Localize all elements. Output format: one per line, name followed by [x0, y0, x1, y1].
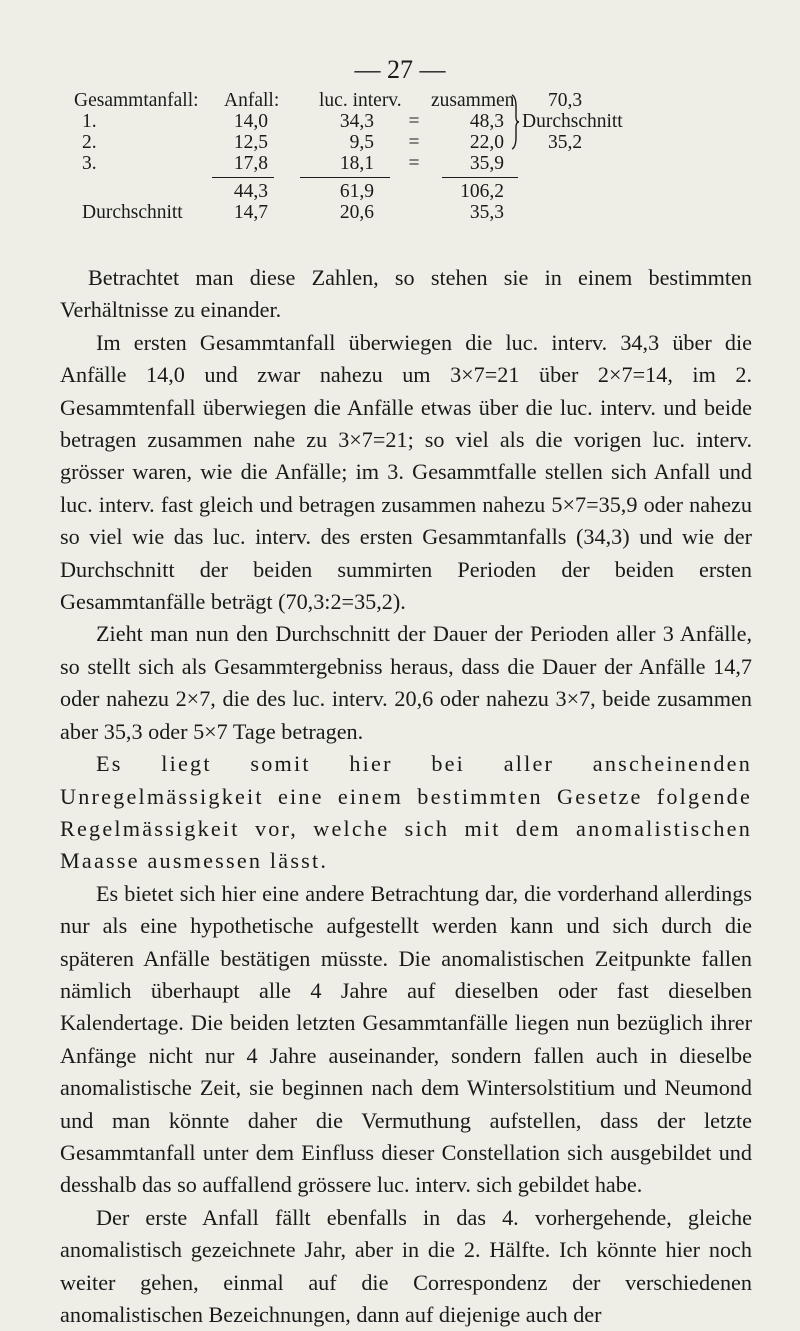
sum-luc: 61,9 — [339, 181, 374, 202]
average-luc: 20,6 — [339, 202, 374, 223]
curly-brace-icon — [511, 93, 519, 151]
header-luc-interv: luc. interv. — [319, 90, 402, 111]
header-zusammen: zusammen — [431, 90, 515, 111]
header-anfall: Anfall: — [224, 90, 280, 111]
average-anfall: 14,7 — [233, 202, 268, 223]
side-note-value1: 70,3 — [548, 90, 583, 111]
row-zusammen: 35,9 — [469, 153, 504, 174]
paragraph: Im ersten Gesammtanfall überwiegen die luc. interv. 34,3 über die Anfälle 14,0 und zwar nahezu um 3×7=21 über 2×7=14, im 2. Gesammtenfall überwiegen die Anfälle etwas über die luc. interv. und beide betragen zusammen nahe zu 3×7=21; so viel als die vorigen luc. interv. grösser waren, wie die Anfälle; im 3. Gesammtfalle stellen sich Anfall und luc. interv. fast gleich und betragen zusammen nahezu 5×7=35,9 oder nahezu so viel wie das luc. interv. des ersten Gesammtanfalls (34,3) und wie der Durchschnitt der beiden summirten Perioden der beiden ersten Gesammtanfälle beträgt (70,3:2=35,2). — [60, 329, 752, 615]
row-label: 3. — [82, 153, 97, 174]
row-equals: = — [408, 132, 420, 153]
row-label: 1. — [82, 111, 97, 132]
rule-zusammen — [442, 177, 518, 178]
sum-anfall: 44,3 — [233, 181, 268, 202]
row-equals: = — [408, 111, 420, 132]
rule-anfall — [212, 177, 274, 178]
paragraph: Es bietet sich hier eine andere Betrachtung dar, die vorderhand allerdings nur als eine hypothetische aufgestellt werden kann und sich durch die späteren Anfälle bestätigen müsste. Die anomalistischen Zeitpunkte fallen nämlich überhaupt alle 4 Jahre auf dieselben oder fast dieselben Kalendertage. Die beiden letzten Gesammtanfälle liegen nun bezüglich ihrer Anfänge nicht nur 4 Jahre auseinander, sondern fallen auch in dieselbe anomalistische Zeit, sie beginnen nach dem Wintersolstitium und Neumond und man könnte daher die Vermuthung aufstellen, dass der letzte Gesammtanfall unter dem Einfluss dieser Constellation sich ausgebildet und desshalb das so auffallend grössere luc. interv. sich gebildet habe. — [60, 880, 752, 1198]
row-zusammen: 22,0 — [469, 132, 504, 153]
row-equals: = — [408, 153, 420, 174]
average-zusammen: 35,3 — [469, 202, 504, 223]
side-note-label: Durchschnitt — [522, 111, 623, 132]
paragraph: Zieht man nun den Durchschnitt der Dauer der Perioden aller 3 Anfälle, so stellt sich als Gesammtergebniss heraus, dass die Dauer der Anfälle 14,7 oder nahezu 2×7, die des luc. interv. 20,6 oder nahezu 3×7, beide zusammen aber 35,3 oder 5×7 Tage betragen. — [60, 621, 752, 744]
row-label: 2. — [82, 132, 97, 153]
average-label: Durchschnitt — [82, 202, 183, 223]
side-note-value2: 35,2 — [548, 132, 583, 153]
row-zusammen: 48,3 — [469, 111, 504, 132]
paragraph-emphasized: Es liegt somit hier bei aller anscheinenden Unregelmässigkeit eine einem bestimmten Gesetze folgende Regelmässigkeit vor, welche sich mit dem anomalistischen Maasse ausmessen lässt. — [60, 751, 752, 874]
sum-zusammen: 106,2 — [460, 181, 504, 202]
row-luc: 34,3 — [339, 111, 374, 132]
paragraph: Der erste Anfall fällt ebenfalls in das 4. vorhergehende, gleiche anomalistisch gezeichnete Jahr, aber in die 2. Hälfte. Ich könnte hier noch weiter gehen, einmal auf die Correspondenz der verschiedenen anomalistischen Bezeichnungen, dann auf diejenige auch der — [60, 1204, 752, 1327]
row-anfall: 17,8 — [233, 153, 268, 174]
paragraph: Betrachtet man diese Zahlen, so stehen sie in einem bestimmten Verhältnisse zu einander. — [60, 265, 752, 323]
body-text — [60, 262, 752, 1331]
rule-luc — [300, 177, 390, 178]
row-luc: 9,5 — [349, 132, 374, 153]
row-anfall: 12,5 — [233, 132, 268, 153]
row-anfall: 14,0 — [233, 111, 268, 132]
data-table — [74, 90, 754, 260]
header-gesammtanfall: Gesammtanfall: — [74, 90, 199, 111]
page-number: — 27 — — [354, 55, 446, 84]
row-luc: 18,1 — [339, 153, 374, 174]
